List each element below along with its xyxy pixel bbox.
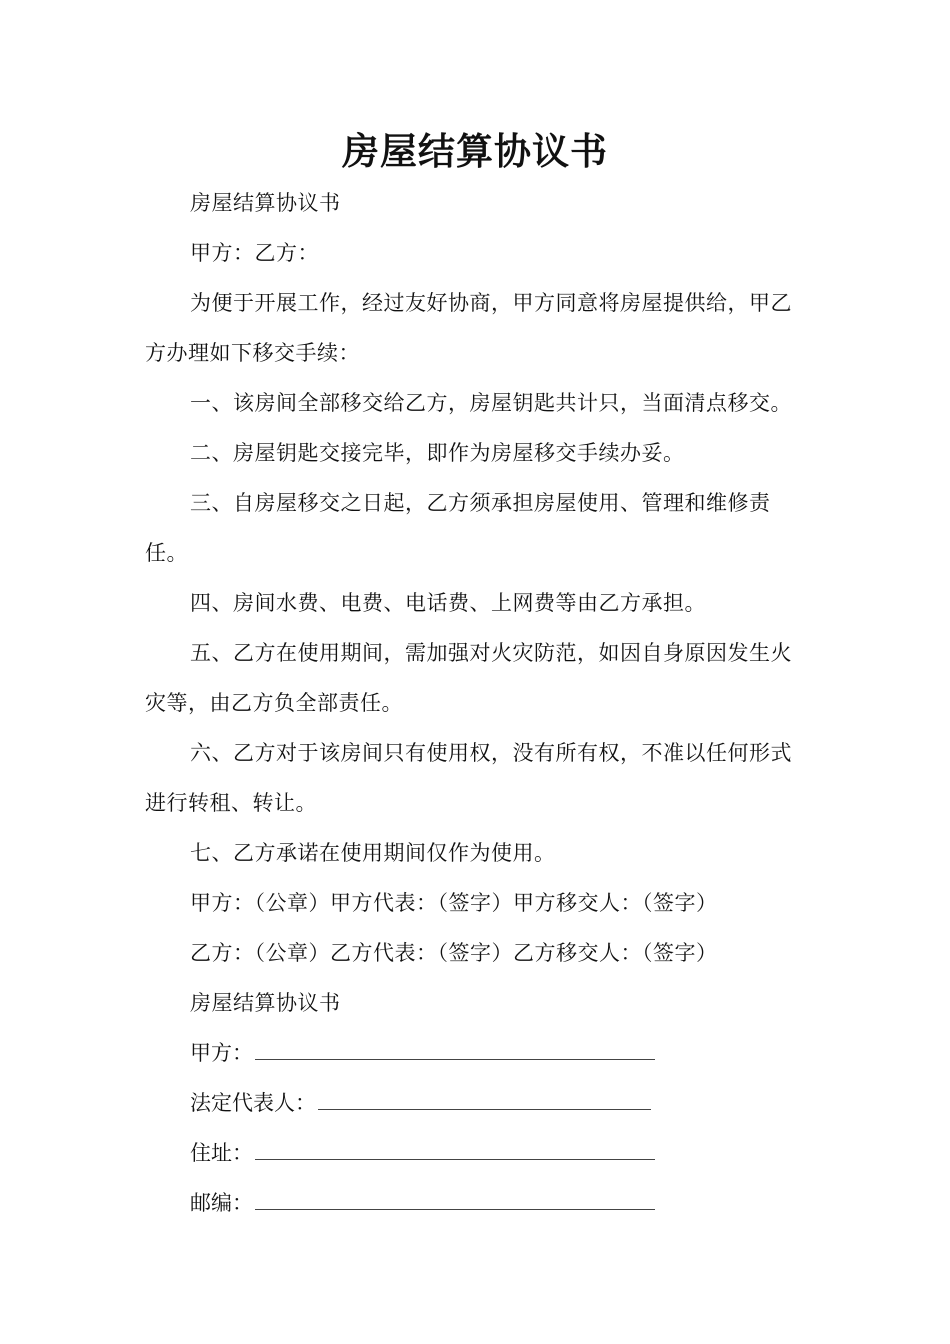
address-blank [255, 1141, 655, 1160]
clause-2: 二、房屋钥匙交接完毕，即作为房屋移交手续办妥。 [190, 441, 685, 465]
postcode-field-label: 邮编： [190, 1191, 253, 1215]
document-title: 房屋结算协议书 [342, 130, 608, 173]
legal-representative-field [145, 1078, 810, 1128]
clause-5: 五、乙方在使用期间，需加强对火灾防范，如因自身原因发生火灾等，由乙方负全部责任。 [145, 641, 792, 715]
address-field [145, 1128, 810, 1178]
legal-representative-blank [318, 1091, 651, 1110]
clause-1: 一、该房间全部移交给乙方，房屋钥匙共计只，当面清点移交。 [190, 391, 792, 415]
intro-paragraph: 为便于开展工作，经过友好协商，甲方同意将房屋提供给，甲乙方办理如下移交手续： [145, 291, 792, 365]
postcode-field [145, 1178, 810, 1228]
second-agreement-heading: 房屋结算协议书 [190, 991, 341, 1015]
clause-7: 七、乙方承诺在使用期间仅作为使用。 [190, 841, 556, 865]
party-a-field [145, 1028, 810, 1078]
party-a-signature-line: 甲方：（公章）甲方代表：（签字）甲方移交人：（签字） [190, 891, 718, 915]
address-field-label: 住址： [190, 1141, 253, 1165]
party-b-signature-line: 乙方：（公章）乙方代表：（签字）乙方移交人：（签字） [190, 941, 718, 965]
clause-6: 六、乙方对于该房间只有使用权，没有所有权，不准以任何形式进行转租、转让。 [145, 741, 792, 815]
parties-paragraph: 甲方：乙方： [190, 241, 319, 265]
party-a-field-label: 甲方： [190, 1041, 253, 1065]
clause-4: 四、房间水费、电费、电话费、上网费等由乙方承担。 [190, 591, 706, 615]
document-body [145, 178, 810, 1228]
clause-3: 三、自房屋移交之日起，乙方须承担房屋使用、管理和维修责任。 [145, 491, 771, 565]
legal-representative-field-label: 法定代表人： [190, 1091, 316, 1115]
subtitle-paragraph: 房屋结算协议书 [190, 191, 341, 215]
party-a-blank [255, 1041, 655, 1060]
postcode-blank [255, 1191, 655, 1210]
